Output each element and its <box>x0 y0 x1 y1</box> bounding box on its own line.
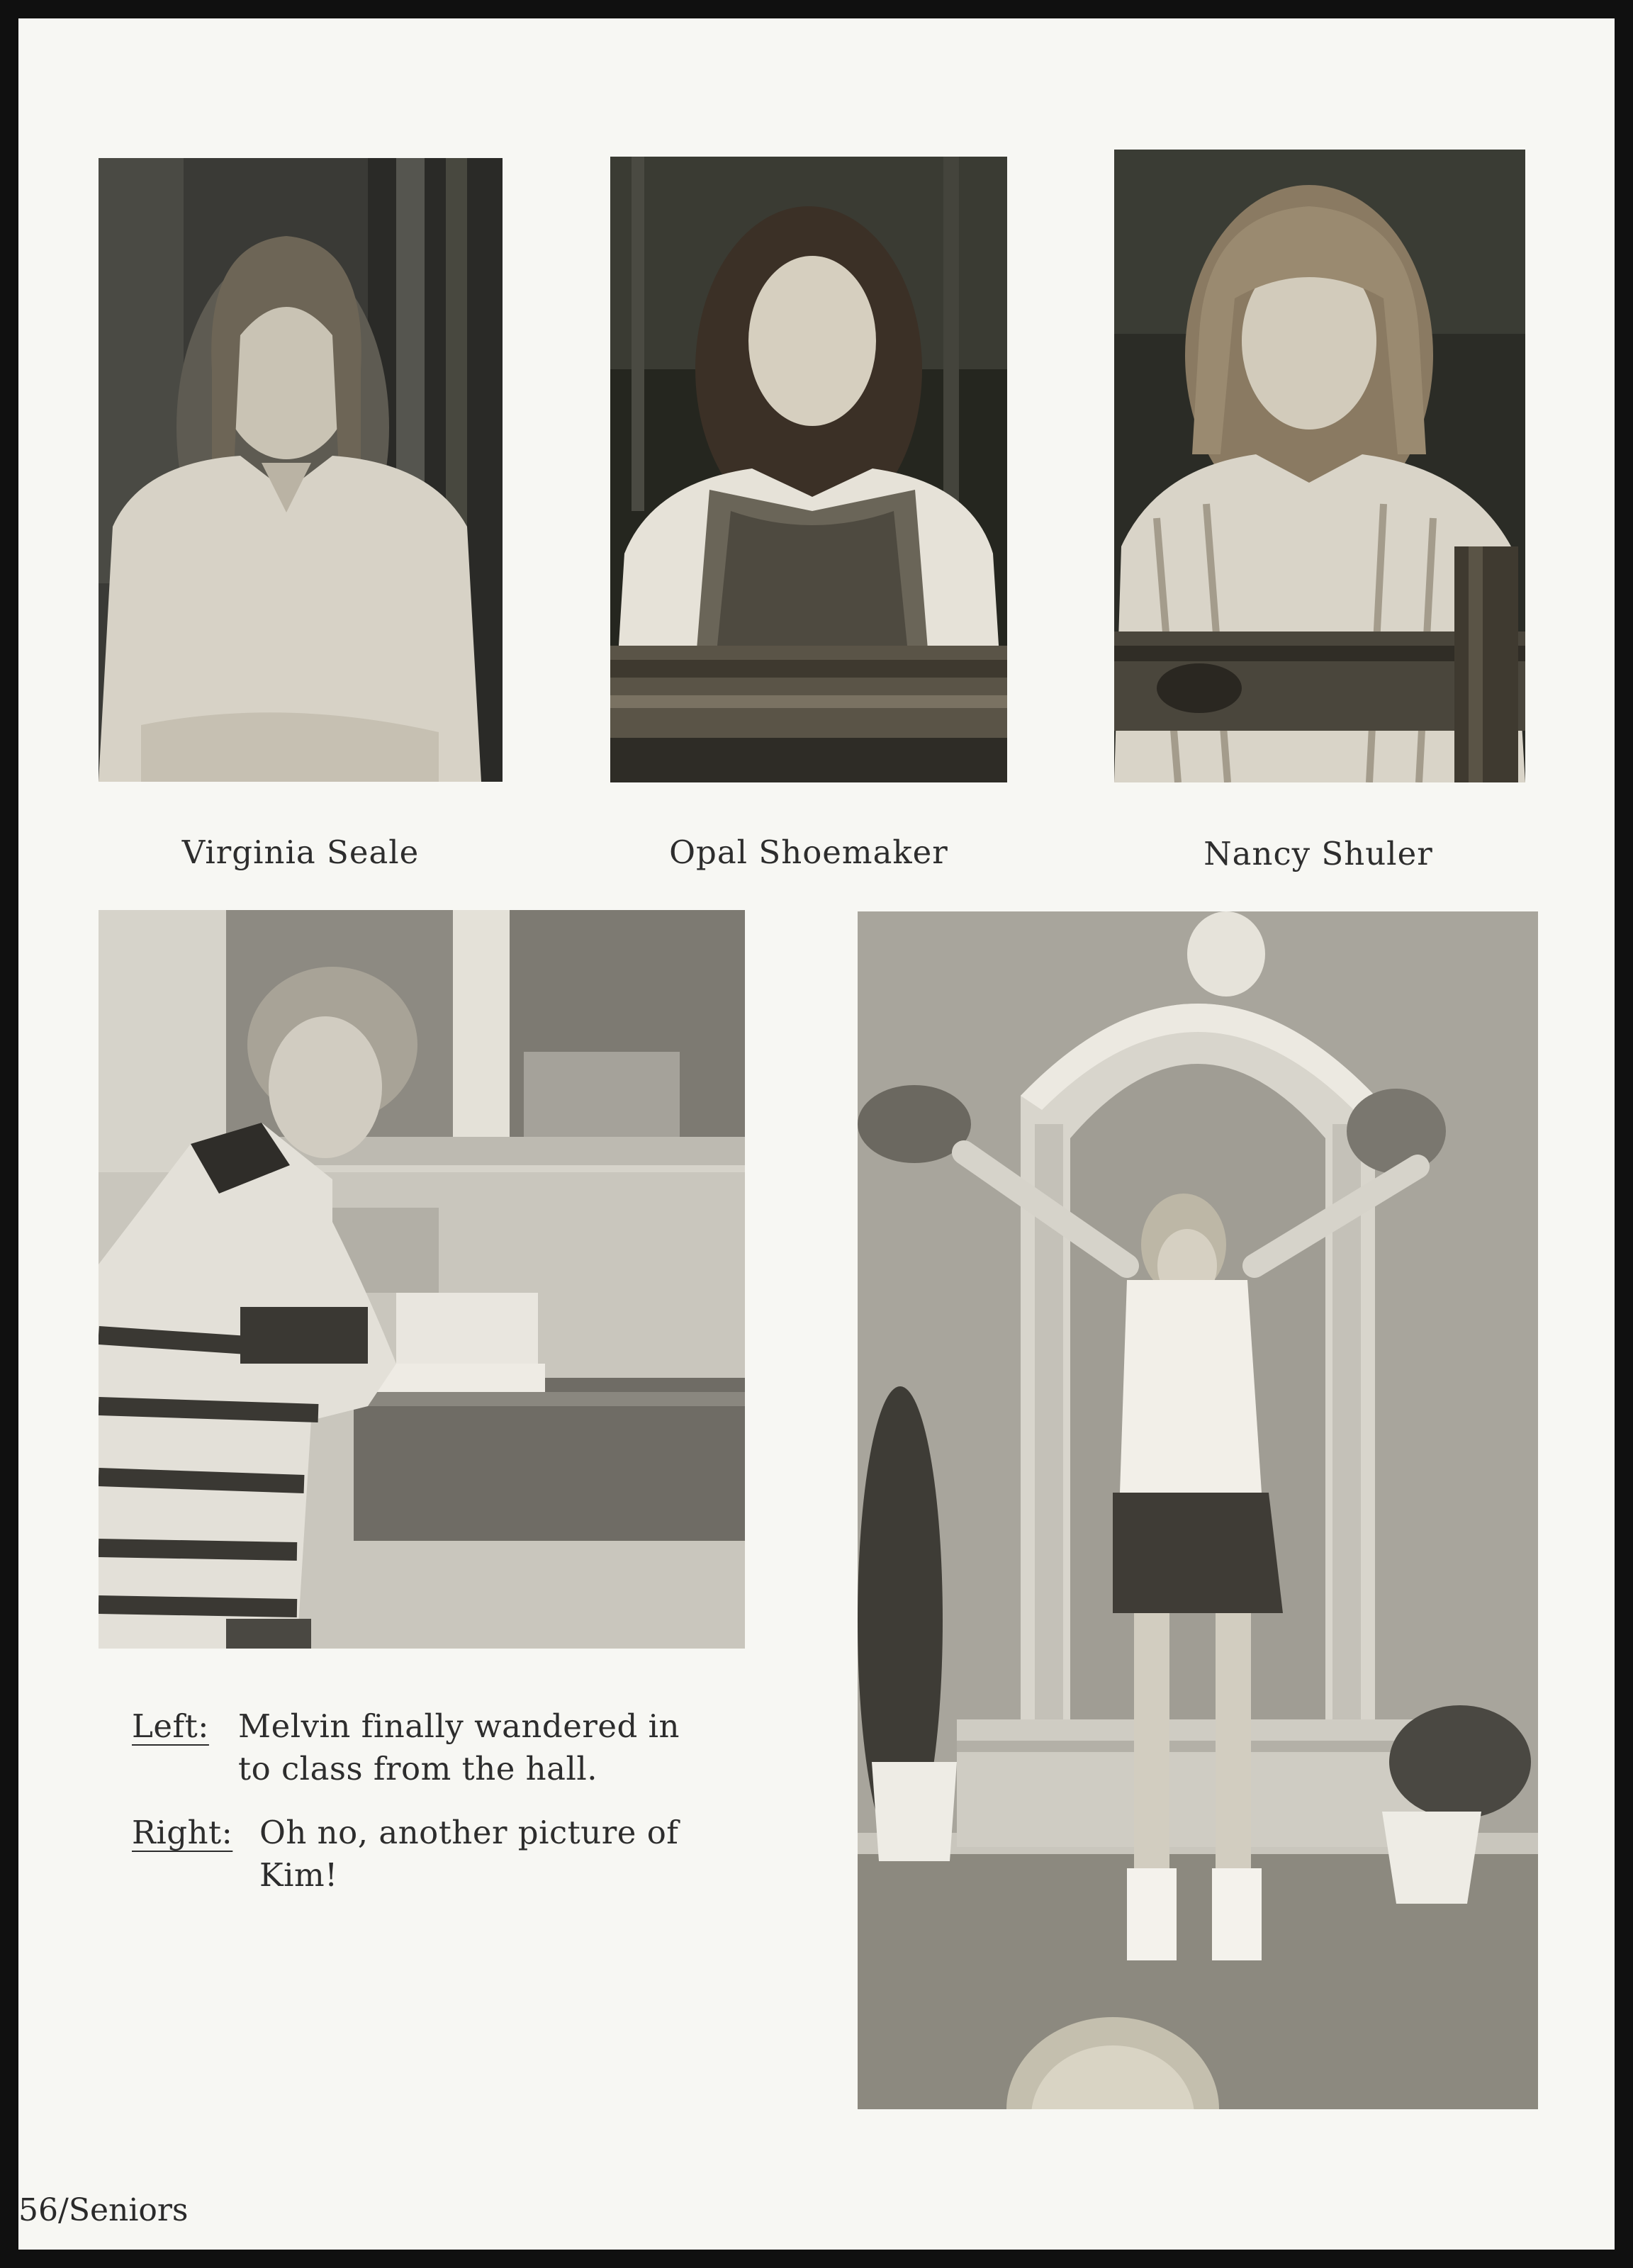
caption-right-label: Right: <box>132 1814 233 1851</box>
candid-photo-kim-cheerleader <box>858 911 1538 2109</box>
portrait-caption-nancy-shuler: Nancy Shuler <box>1203 835 1433 872</box>
caption-left-line1: Melvin finally wandered in <box>238 1707 680 1745</box>
portrait-caption-opal-shoemaker: Opal Shoemaker <box>669 833 948 871</box>
caption-left-label: Left: <box>132 1707 209 1745</box>
photo-caption-left <box>132 1705 748 1790</box>
candid-photo-melvin <box>99 910 745 1649</box>
page-number-label: 56/Seniors <box>18 2192 189 2228</box>
photo-caption-right <box>132 1812 748 1897</box>
portrait-photo-virginia-seale <box>99 158 503 782</box>
portrait-photo-opal-shoemaker <box>610 157 1007 782</box>
caption-right-line1: Oh no, another picture of <box>259 1814 679 1851</box>
portrait-caption-virginia-seale: Virginia Seale <box>181 833 420 871</box>
portrait-photo-nancy-shuler <box>1114 150 1525 782</box>
caption-right-line2: Kim! <box>259 1856 338 1894</box>
caption-left-line2: to class from the hall. <box>238 1750 598 1787</box>
yearbook-page <box>18 18 1615 2250</box>
